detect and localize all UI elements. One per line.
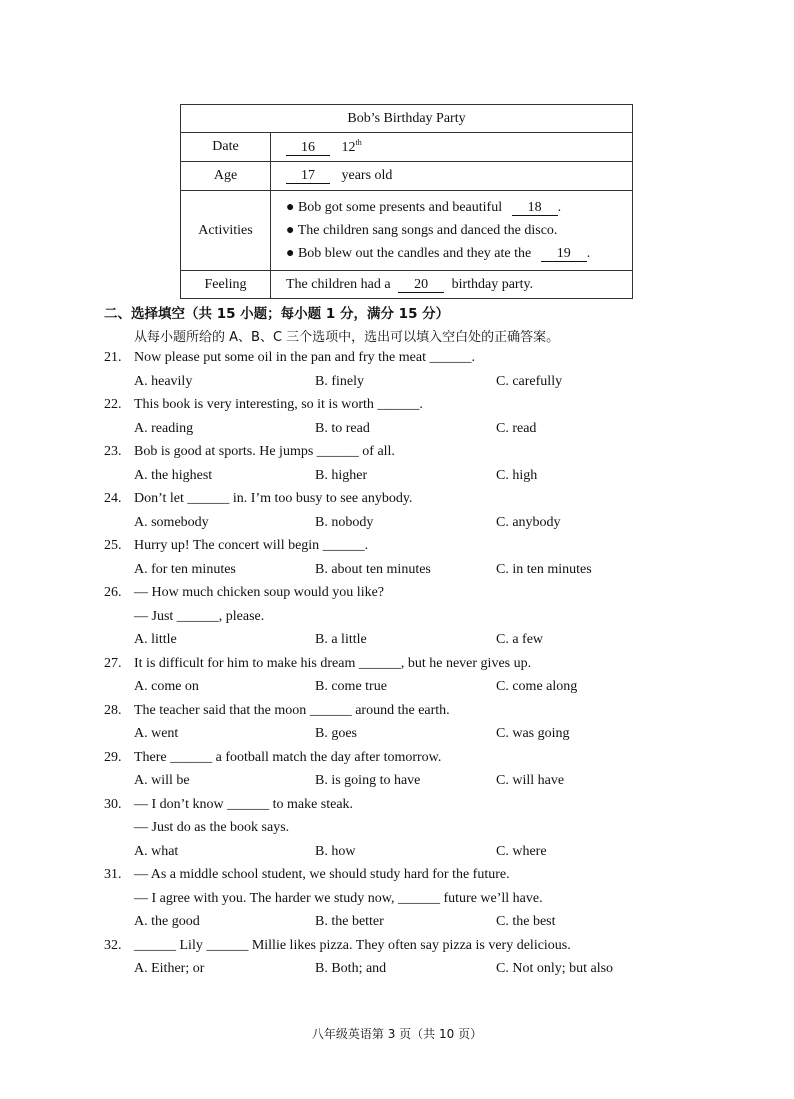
date-value xyxy=(271,133,633,162)
birthday-party-table xyxy=(180,104,633,299)
option-b: B. the better xyxy=(315,914,384,929)
activity-3 xyxy=(286,242,632,265)
blank-19: 19 xyxy=(541,246,587,262)
question-stem: Hurry up! The concert will begin ______. xyxy=(134,538,369,553)
age-suffix: years old xyxy=(341,168,393,183)
question-number: 23. xyxy=(104,444,122,459)
option-c: C. anybody xyxy=(496,514,561,530)
question-stem-line2: — Just do as the book says. xyxy=(134,820,290,835)
option-a: A. the highest xyxy=(134,467,213,483)
option-a: A. reading xyxy=(134,420,194,436)
question-stem: — As a middle school student, we should study hard for the future. xyxy=(134,867,510,882)
option-a: A. will be xyxy=(134,773,190,788)
activity-1 xyxy=(286,196,632,219)
option-b: B. nobody xyxy=(315,514,374,530)
question-number: 28. xyxy=(104,702,122,718)
activity-2: ● The children sang songs and danced the disco. xyxy=(286,223,558,238)
option-a: A. for ten minutes xyxy=(134,561,236,577)
question-number: 21. xyxy=(104,350,122,365)
question-number: 30. xyxy=(104,796,122,812)
option-c: C. high xyxy=(496,467,538,483)
option-b: B. higher xyxy=(315,467,368,483)
option-a: A. somebody xyxy=(134,514,209,530)
question-number: 22. xyxy=(104,397,122,412)
question-stem: There ______ a football match the day after tomorrow. xyxy=(134,749,442,765)
blank-18: 18 xyxy=(512,200,558,216)
option-b: B. how xyxy=(315,843,356,859)
option-c: C. Not only; but also xyxy=(496,961,614,976)
date-sup: th xyxy=(355,138,362,148)
option-b: B. to read xyxy=(315,420,370,436)
blank-17: 17 xyxy=(286,168,330,184)
activity-3-end: . xyxy=(586,246,591,261)
question-number: 29. xyxy=(104,749,122,765)
option-b: B. goes xyxy=(315,726,357,741)
question-number: 25. xyxy=(104,538,122,553)
option-a: A. heavily xyxy=(134,373,193,389)
question-stem: Now please put some oil in the pan and fry the meat ______. xyxy=(134,350,475,365)
date-label: Date xyxy=(181,133,271,162)
question-number: 26. xyxy=(104,585,122,600)
blank-20: 20 xyxy=(398,277,444,293)
option-a: A. went xyxy=(134,726,179,741)
option-c: C. come along xyxy=(496,679,578,694)
question-stem: Don’t let ______ in. I’m too busy to see anybody. xyxy=(134,491,413,506)
feeling-value xyxy=(271,271,633,299)
option-b: B. Both; and xyxy=(315,961,387,976)
question-number: 27. xyxy=(104,655,122,671)
question-stem: This book is very interesting, so it is worth ______. xyxy=(134,397,423,412)
question-stem: Bob is good at sports. He jumps ______ of all. xyxy=(134,444,395,459)
option-c: C. carefully xyxy=(496,373,563,389)
feeling-label: Feeling xyxy=(181,271,271,299)
option-a: A. Either; or xyxy=(134,961,205,976)
question-stem-line2: — I agree with you. The harder we study now, ______ future we’ll have. xyxy=(134,890,543,906)
option-a: A. the good xyxy=(134,914,200,929)
section-instruction: 从每小题所给的 A、B、C 三个选项中，选出可以填入空白处的正确答案。 xyxy=(134,330,560,345)
option-a: A. come on xyxy=(134,679,199,694)
feeling-pre: The children had a xyxy=(286,276,391,292)
option-b: B. come true xyxy=(315,679,387,694)
option-c: C. read xyxy=(496,420,537,436)
option-a: A. what xyxy=(134,843,179,859)
option-c: C. will have xyxy=(496,773,565,788)
question-number: 31. xyxy=(104,867,122,882)
option-c: C. the best xyxy=(496,914,556,929)
blank-16: 16 xyxy=(286,140,330,156)
activities-label: Activities xyxy=(181,191,271,271)
option-a: A. little xyxy=(134,632,177,647)
question-stem: It is difficult for him to make his dream ______, but he never gives up. xyxy=(134,655,532,671)
question-number: 32. xyxy=(104,937,122,953)
table-title: Bob’s Birthday Party xyxy=(181,105,633,133)
option-b: B. finely xyxy=(315,373,364,389)
section-heading: 二、选择填空（共 15 小题；每小题 1 分，满分 15 分） xyxy=(104,306,450,322)
question-stem-line2: — Just ______, please. xyxy=(134,608,265,624)
question-stem: The teacher said that the moon ______ around the earth. xyxy=(134,702,450,718)
option-c: C. where xyxy=(496,843,547,859)
age-value xyxy=(271,162,633,191)
option-b: B. a little xyxy=(315,632,367,647)
activity-1-text: ● Bob got some presents and beautiful xyxy=(286,200,503,215)
option-b: B. is going to have xyxy=(315,773,421,788)
option-b: B. about ten minutes xyxy=(315,561,431,577)
activities-value xyxy=(271,191,633,271)
age-label: Age xyxy=(181,162,271,191)
question-stem: ______ Lily ______ Millie likes pizza. They often say pizza is very delicious. xyxy=(134,937,571,953)
option-c: C. in ten minutes xyxy=(496,561,592,577)
question-stem: — How much chicken soup would you like? xyxy=(134,585,385,600)
question-stem: — I don’t know ______ to make steak. xyxy=(134,796,354,812)
activity-1-end: . xyxy=(557,200,562,215)
date-day: 12 xyxy=(341,139,356,155)
option-c: C. was going xyxy=(496,726,570,741)
feeling-post: birthday party. xyxy=(451,276,534,292)
question-number: 24. xyxy=(104,491,122,506)
page-footer: 八年级英语第 3 页（共 10 页） xyxy=(311,1027,483,1041)
option-c: C. a few xyxy=(496,632,544,647)
activity-3-text: ● Bob blew out the candles and they ate the xyxy=(286,246,532,261)
